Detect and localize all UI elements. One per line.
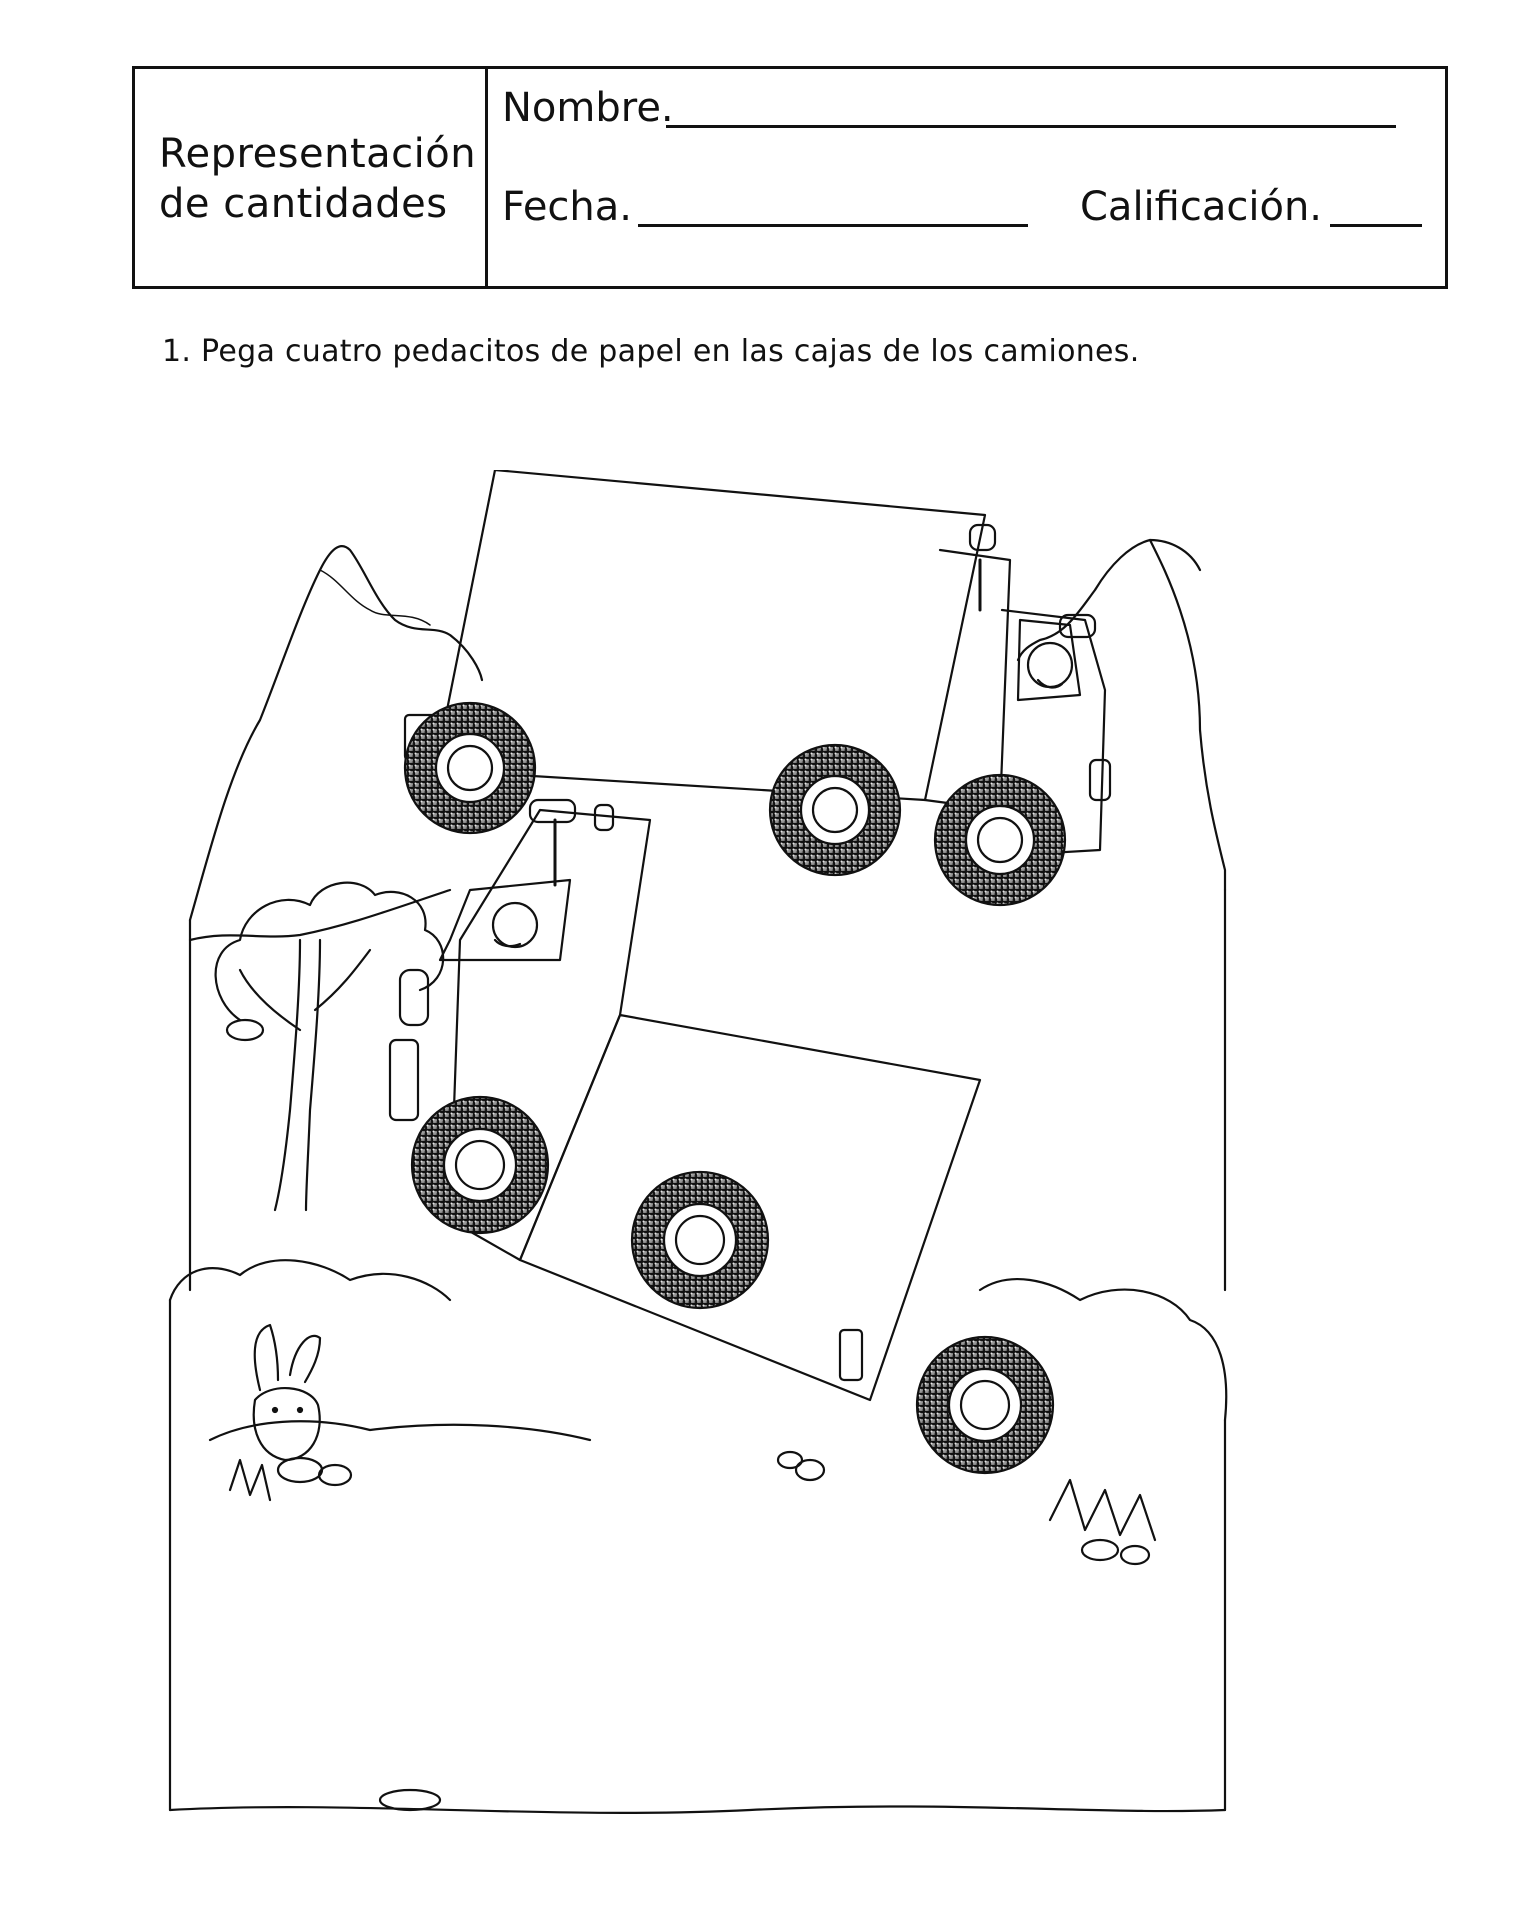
grade-label: Calificación. <box>1080 184 1323 230</box>
title-line-2: de cantidades <box>159 181 448 227</box>
student-info-cell <box>488 69 1445 286</box>
instruction-text: 1. Pega cuatro pedacitos de papel en las cajas de los camiones. <box>162 334 1140 369</box>
truck-icon <box>390 800 1053 1473</box>
title-cell <box>135 69 488 286</box>
truck-icon <box>405 470 1110 905</box>
grass-icon <box>170 1260 1226 1813</box>
date-field[interactable] <box>638 224 1028 227</box>
grade-field[interactable] <box>1330 224 1422 227</box>
date-label: Fecha. <box>502 184 632 230</box>
worksheet-title <box>159 129 476 229</box>
bottom-truck-wheels <box>412 1097 1053 1473</box>
name-label: Nombre. <box>502 85 674 131</box>
tree-icon <box>216 883 444 1210</box>
title-line-1: Representación <box>159 131 477 177</box>
rabbit-icon <box>254 1325 320 1460</box>
worksheet-header <box>132 66 1448 289</box>
top-truck-wheels <box>405 703 1065 905</box>
name-field[interactable] <box>666 125 1396 128</box>
coloring-illustration <box>150 470 1450 1890</box>
